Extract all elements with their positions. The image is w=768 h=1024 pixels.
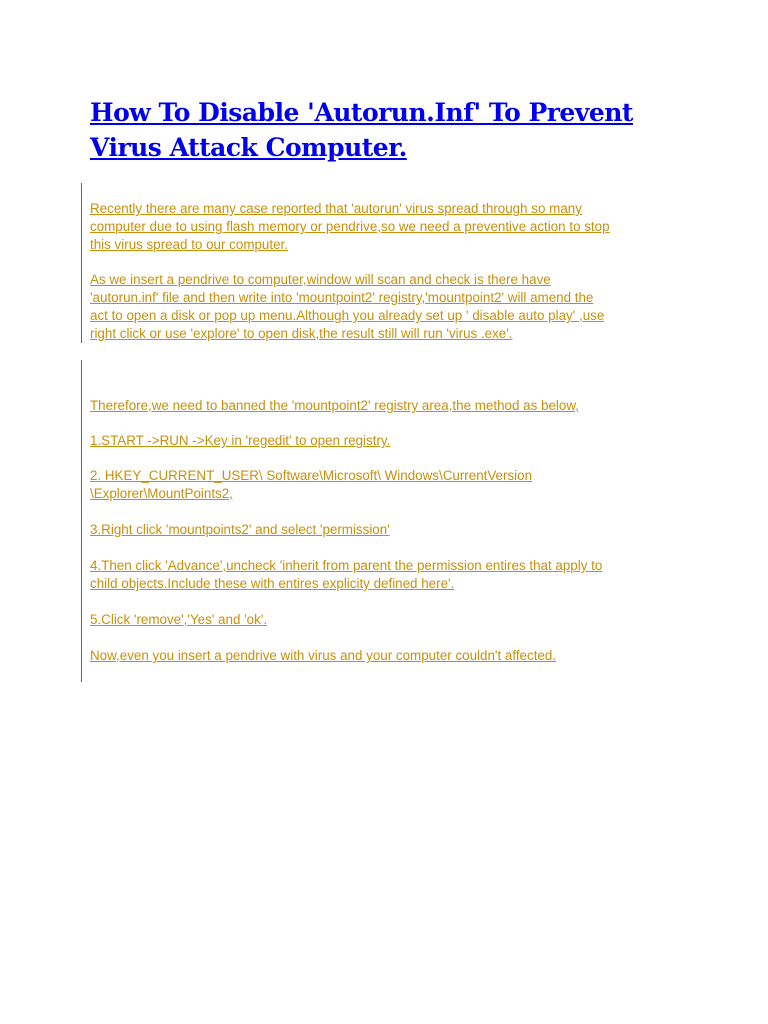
step-2[interactable] — [90, 467, 690, 503]
paragraph-line: Recently there are many case reported that 'autorun' virus spread through so many — [90, 201, 582, 216]
paragraph-line: As we insert a pendrive to computer,window will scan and check is there have — [90, 272, 551, 287]
step-4[interactable] — [90, 557, 690, 593]
paragraph-line: Therefore,we need to banned the 'mountpoint2' registry area,the method as below, — [90, 398, 579, 413]
paragraph-line: 1.START ->RUN ->Key in 'regedit' to open registry. — [90, 433, 391, 448]
paragraph-line: 2. HKEY_CURRENT_USER\ Software\Microsoft\ Windows\CurrentVersion — [90, 468, 533, 483]
paragraph-line: right click or use 'explore' to open disk,the result still will run 'virus .exe'. — [90, 326, 513, 341]
paragraph-line: 4.Then click 'Advance',uncheck 'inherit from parent the permission entires that apply to — [90, 558, 603, 573]
paragraph-line: 'autorun.inf' file and then write into 'mountpoint2' registry,'mountpoint2' will amend the — [90, 290, 594, 305]
article-title-link[interactable] — [90, 95, 690, 165]
paragraph-line: \Explorer\MountPoints2, — [90, 486, 233, 501]
paragraph-line: 3.Right click 'mountpoints2' and select 'permission' — [90, 522, 390, 537]
paragraph-line: 5.Click 'remove','Yes' and 'ok'. — [90, 612, 268, 627]
step-1[interactable] — [90, 432, 690, 450]
step-3[interactable] — [90, 521, 690, 539]
paragraph-line: act to open a disk or pop up menu.Although you already set up ' disable auto play' ,use — [90, 308, 605, 323]
paragraph-line: this virus spread to our computer. — [90, 237, 288, 252]
paragraph-method-intro[interactable] — [90, 397, 690, 415]
paragraph-line: Now,even you insert a pendrive with virus and your computer couldn't affected. — [90, 648, 557, 663]
paragraph-line: child objects.Include these with entires explicity defined here'. — [90, 576, 455, 591]
paragraph-explanation[interactable] — [90, 271, 690, 343]
paragraph-conclusion[interactable] — [90, 647, 690, 665]
title-line-2: Virus Attack Computer. — [90, 133, 407, 162]
title-line-1: How To Disable 'Autorun.Inf' To Prevent — [90, 98, 633, 127]
margin-bar-bottom — [81, 360, 82, 682]
paragraph-intro[interactable] — [90, 200, 690, 254]
step-5[interactable] — [90, 611, 690, 629]
paragraph-line: computer due to using flash memory or pendrive,so we need a preventive action to stop — [90, 219, 610, 234]
margin-bar-top — [81, 183, 82, 343]
